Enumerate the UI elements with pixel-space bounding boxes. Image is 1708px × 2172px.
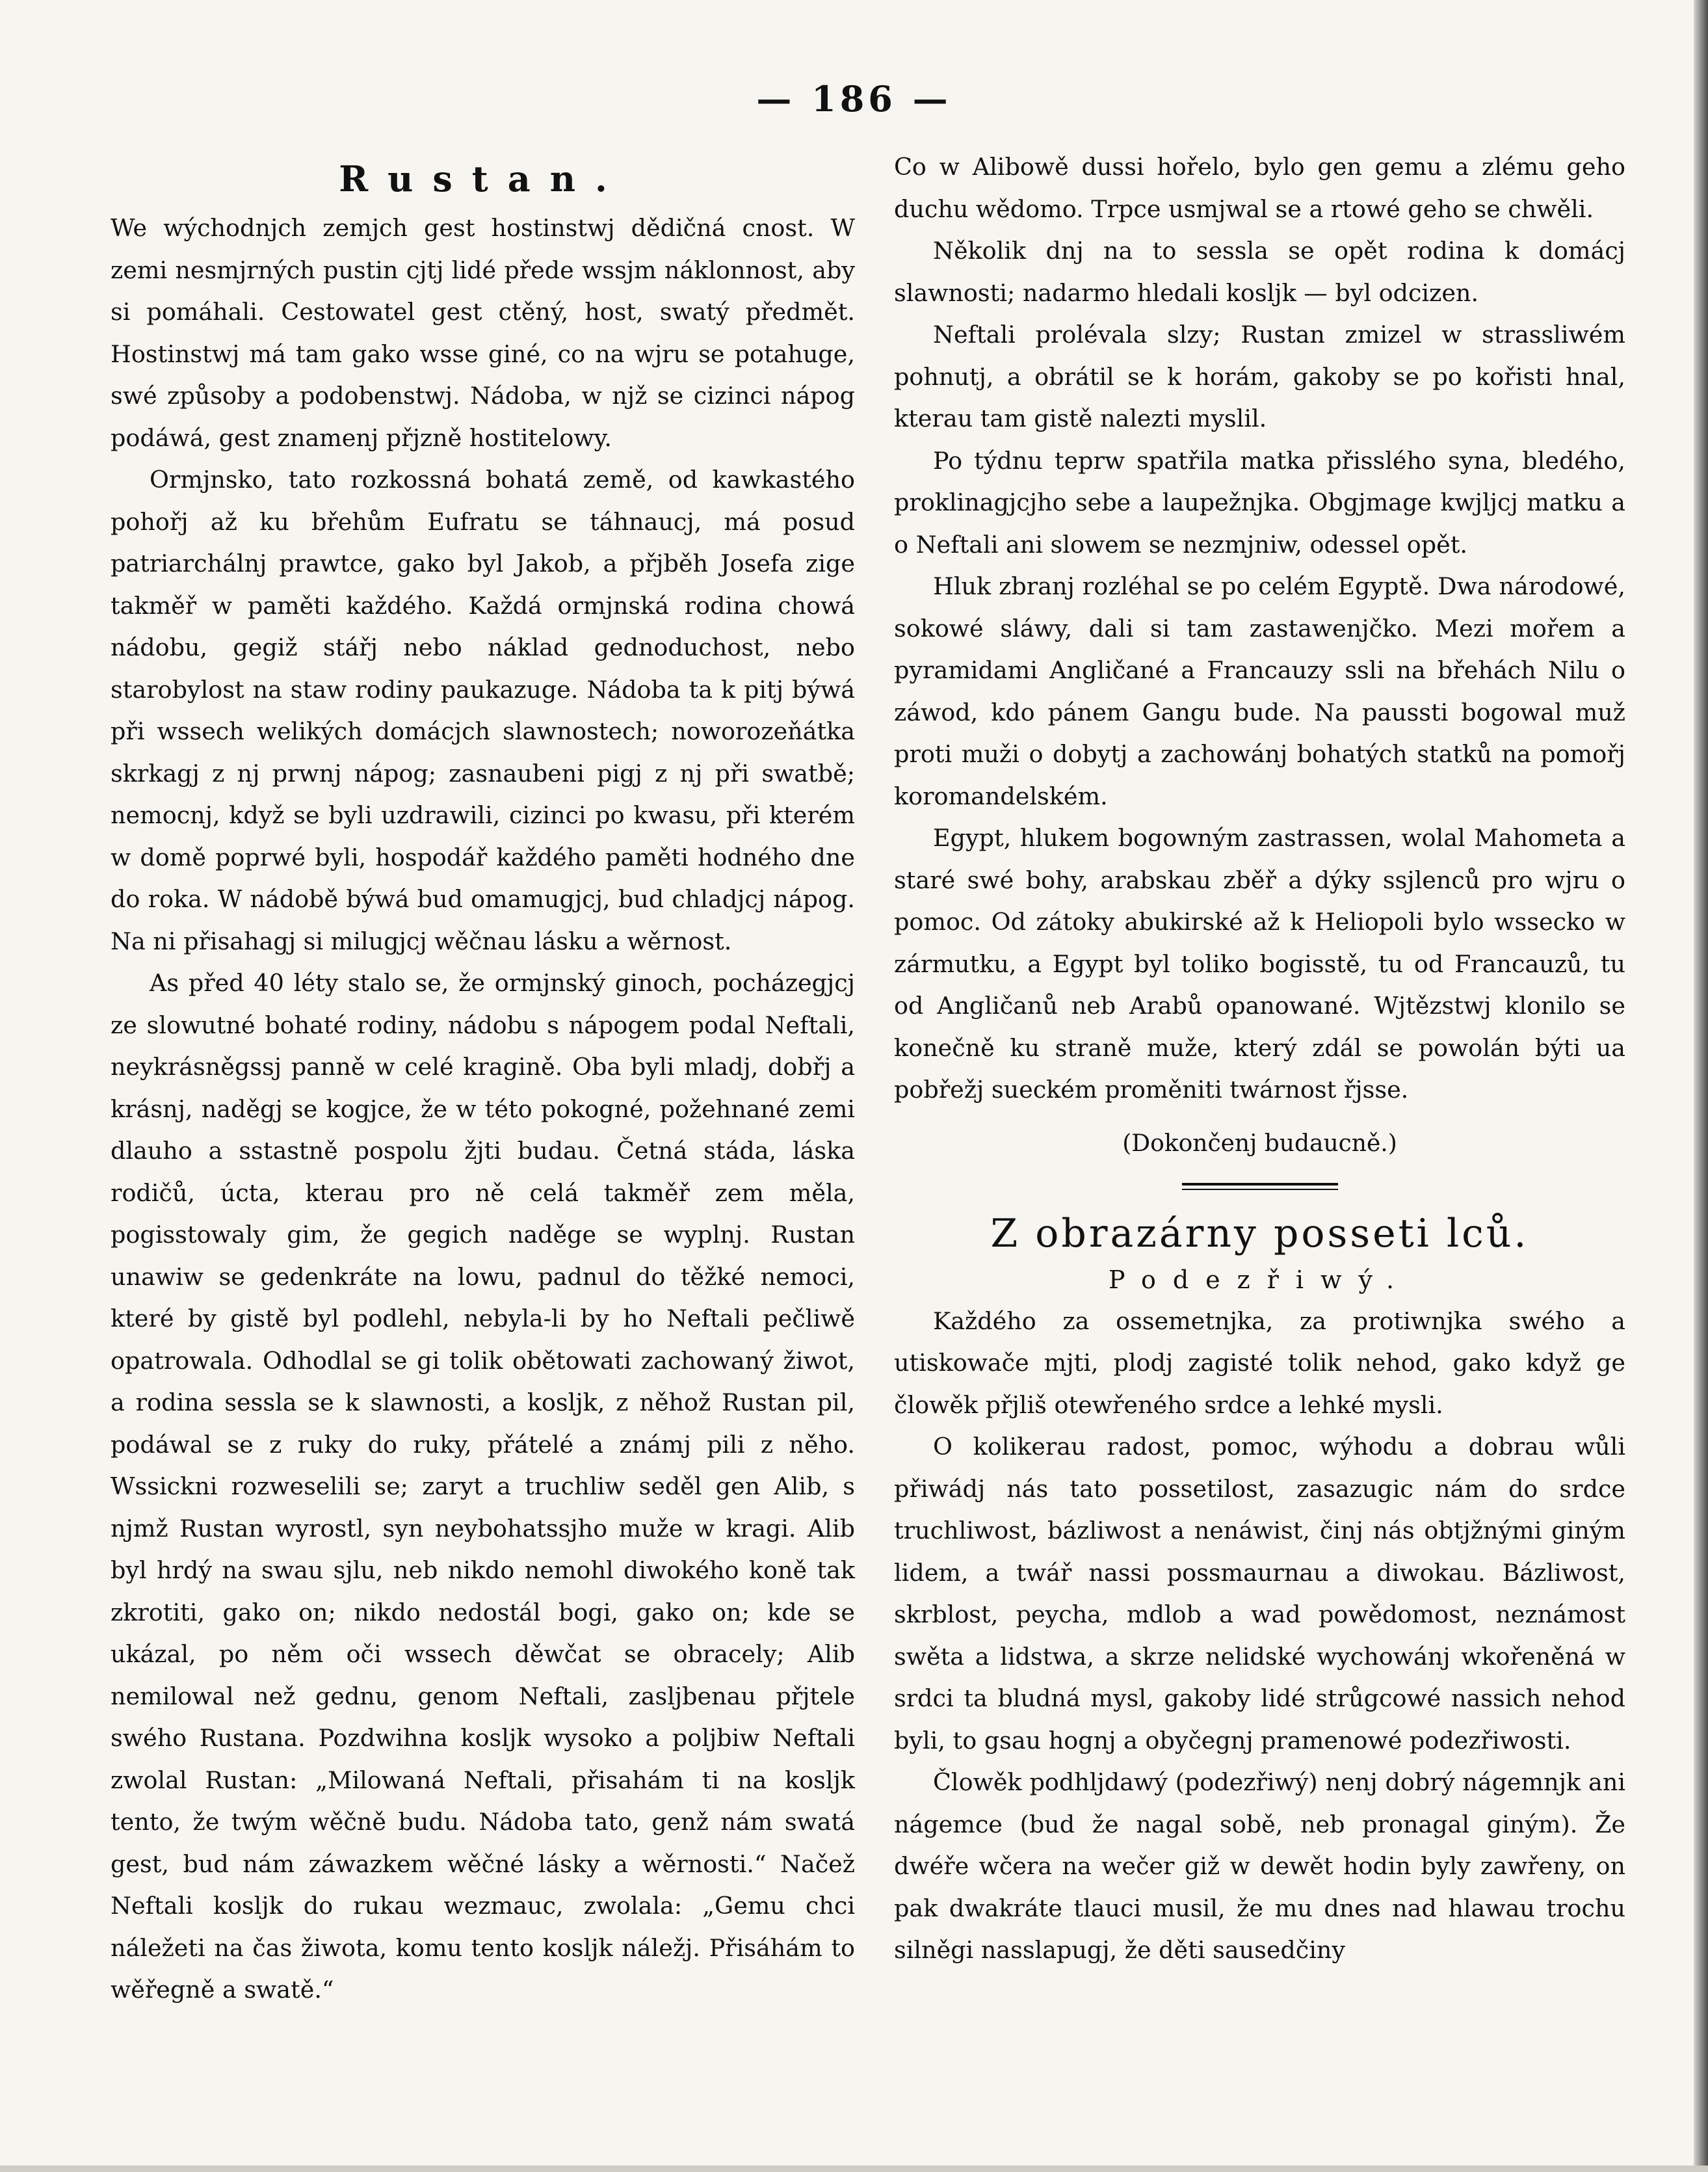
story-paragraph: Hluk zbranj rozléhal se po celém Egyptě. Dwa národowé, sokowé sláwy, dali si tam zastawenjčko. Mezi mořem a pyramidami Angličané a Francauzy ssli na břehách Nilu o záwod, kdo pánem Gangu bude. Na paussti bogowal muž proti muži o dobytj a zachowánj bohatých statků na pomořj koromandelském. xyxy=(894,572,1625,810)
article-subtitle: Podezřiwý. xyxy=(1108,1265,1412,1294)
story-paragraph: We wýchodnjch zemjch gest hostinstwj dědičná cnost. W zemi nesmjrných pustin cjtj lidé přede wssjm náklonnost, aby si pomáhali. Cestowatel gest ctěný, host, swatý předmět. Hostinstwj má tam gako wsse giné, co na wjru se potahuge, swé způsoby a podobenstwj. Nádoba, w njž se cizinci nápog podáwá, gest znamenj přjzně hostitelowy. xyxy=(111,214,855,452)
story-paragraph: Co w Alibowě dussi hořelo, bylo gen gemu a zlému geho duchu wědomo. Trpce usmjwal se a rtowé geho se chwěli. xyxy=(894,153,1625,223)
story-paragraph: Ormjnsko, tato rozkossná bohatá země, od kawkastého pohořj až ku břehům Eufratu se táhnaucj, má posud patriarchálnj prawtce, gako byl Jakob, a přjběh Josefa zige takměř w paměti každého. Každá ormjnská rodina chowá nádobu, gegiž stářj nebo náklad gednoduchost, nebo starobylost na staw rodiny paukazuge. Nádoba ta k pitj býwá při wssech welikých domácjch slawnostech; noworozeňátka skrkagj z nj prwnj nápog; zasnaubeni pigj z nj při swatbě; nemocnj, když se byli uzdrawili, cizinci po kwasu, při kterém w domě poprwé byli, hospodář každého paměti hodného dne do roka. W nádobě býwá bud omamugjcj, bud chladjcj nápog. Na ni přisahagj si milugjcj wěčnau lásku a wěrnost. xyxy=(111,466,855,955)
left-column xyxy=(111,146,855,2011)
page-number: — 186 — xyxy=(756,78,952,120)
story-paragraph: Egypt, hlukem bogowným zastrassen, wolal Mahometa a staré swé bohy, arabskau zběř a dýky ssjlenců pro wjru o pomoc. Od zátoky abukirské až k Heliopoli bylo wssecko w zármutku, a Egypt byl tolikо bogisstě, tu od Francauzů, tu od Angličanů neb Arabů opanowané. Wjtězstwj klonilo se konečně ku straně muže, který zdál se powolán býti ua pobřežj sueckém proměniti twárnost řjsse. xyxy=(894,824,1625,1104)
section-divider xyxy=(1182,1183,1338,1190)
article-title: Z obrazárny posseti lců. xyxy=(990,1210,1529,1256)
article-paragraph: Člowěk podhljdawý (podezřiwý) nenj dobrý nágemnjk ani nágemce (bud že nagal sobě, neb pronagal giným). Že dwéře wčera na wečer giž w dewět hodin byly zawřeny, on pak dwakráte tlauci musil, že mu dnes nad hlawau trochu silněgi nasslapugj, že děti sausedčiny xyxy=(894,1768,1625,1964)
page-edge-shadow xyxy=(1694,0,1708,2172)
story-paragraph: Neftali prolévala slzy; Rustan zmizel w strassliwém pohnutj, a obrátil se k horám, gakoby se po kořisti hnal, kterau tam gistě nalezti myslil. xyxy=(894,321,1625,432)
story-paragraph: Po týdnu teprw spatřila matka přisslého syna, bledého, proklinagjcjho sebe a laupežnjka. Obgjmage kwjljcj matku a o Neftali ani slowem se nezmjniw, odessel opět. xyxy=(894,446,1625,559)
right-column xyxy=(894,146,1625,1972)
story-paragraph: Několik dnj na to sessla se opět rodina k domácj slawnosti; nadarmo hledali kosljk — byl odcizen. xyxy=(894,237,1625,307)
continuation-note: (Dokončenj budaucně.) xyxy=(1122,1130,1397,1157)
article-paragraph: O kolikerau radost, pomoc, wýhodu a dobrau wůli přiwádj nás tato possetilost, zasazugic nám do srdce truchliwost, bázliwost a nenáwist, činj nás obtjžnými giným lidem, a twář nassi possmaurnau a diwokau. Bázliwost, skrblost, peycha, mdlob a wad powědomost, neznámost swěta a lidstwa, a skrze nelidské wychowánj wkořeněná w srdci ta bludná mysl, gakoby lidé strůgcowé nassich nehod byli, to gsau hognj a obyčegnj pramenowé podezřiwosti. xyxy=(894,1433,1625,1755)
story-paragraph: As před 40 léty stalo se, že ormjnský ginoch, pocházegjcj ze slowutné bohaté rodiny, nádobu s nápogem podal Neftali, neykrásněgssj panně w celé kragině. Oba byli mladj, dobřj a krásnj, naděgj se kogjce, že w této pokogné, požehnané zemi dlauho a sstastně pospolu žjti budau. Četná stáda, láska rodičů, úcta, kterau pro ně celá takměř zem měla, pogisstowaly gim, že gegich naděge se wyplnj. Rustan unawiw se gedenkráte na lowu, padnul do těžké nemoci, které by gistě byl podlehl, nebyla-li by ho Neftali pečliwě opatrowala. Odhodlal se gi tolik obětowati zachowaný žiwot, a rodina sessla se k slawnosti, a kosljk, z něhož Rustan pil, podáwal se z ruky do ruky, přátelé a známj pili z něho. Wssickni rozweselili se; zaryt a truchliw seděl gen Alib, s njmž Rustan wyrostl, syn neybohatssjho muže w kragi. Alib byl hrdý na swau sjlu, neb nikdo nemohl diwokého koně tak zkrotiti, gako on; nikdo nedostál bogi, gako on; kde se ukázal, po něm oči wssech děwčat se obracely; Alib nemilowal než gednu, genom Neftali, zasljbenau přjtele swého Rustana. Pozdwihna kosljk wysoko a poljbiw Neftali zwolal Rustan: „Milowaná Neftali, přisahám ti na kosljk tento, že twým wěčně budu. Nádoba tato, genž nám swatá gest, bud nám záwazkem wěčné lásky a wěrnosti.“ Načež Neftali kosljk do rukau wezmauc, zwolala: „Gemu chci náležeti na čas žiwota, komu tento kosljk náležj. Přisáhám to wěřegně a swatě.“ xyxy=(111,969,855,2004)
story-title: Rustan. xyxy=(339,158,627,200)
article-paragraph: Každého za ossemetnjka, za protiwnjka swého a utiskowače mjti, plodj zagisté tolik nehod, gako když ge člowěk přjliš otewřeného srdce a lehké mysli. xyxy=(894,1306,1625,1419)
page-bottom-edge xyxy=(0,2165,1708,2172)
